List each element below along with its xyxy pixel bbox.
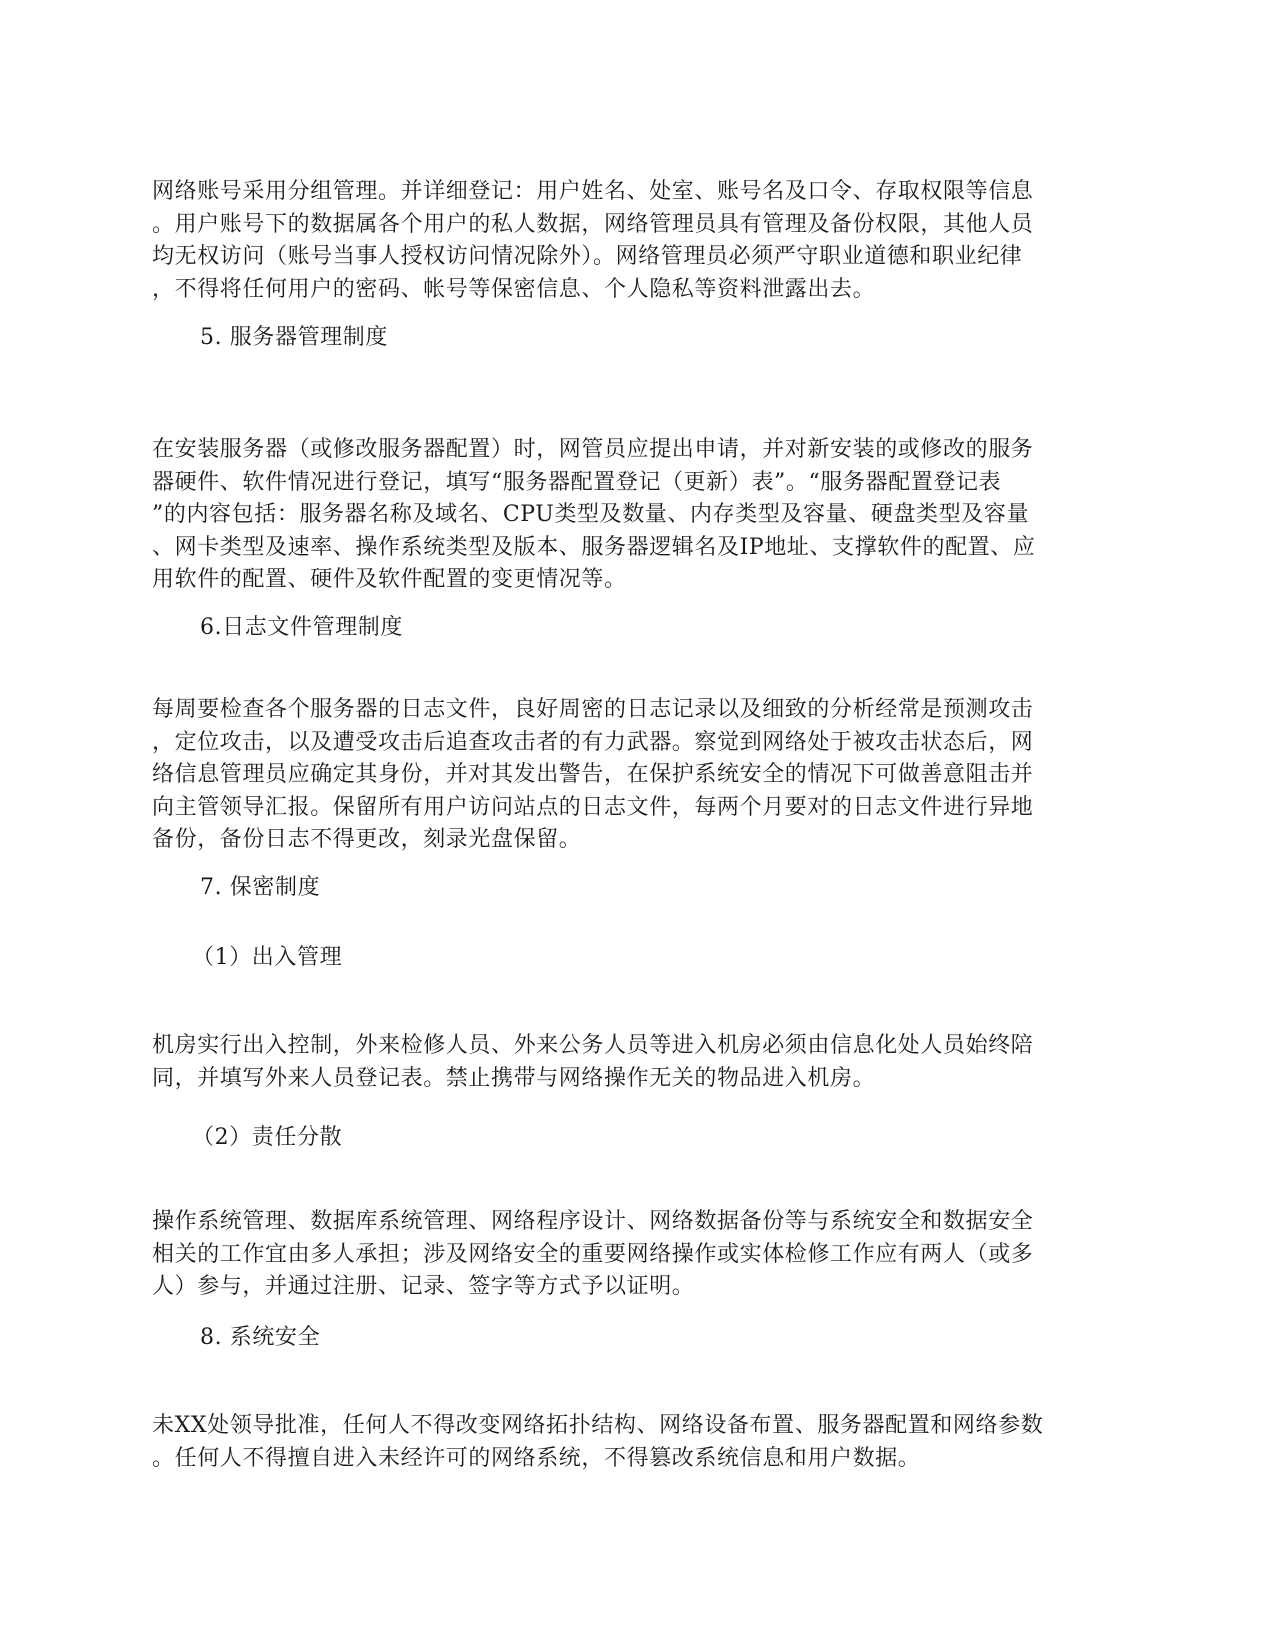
text-line: 相关的工作宜由多人承担；涉及网络安全的重要网络操作或实体检修工作应有两人（或多	[152, 1241, 1034, 1267]
paragraph-log-management	[152, 694, 1132, 857]
heading-system-security: 8. 系统安全	[200, 1325, 321, 1350]
text-line: 每周要检查各个服务器的日志文件，良好周密的日志记录以及细致的分析经常是预测攻击	[152, 697, 1034, 722]
paragraph-account-management	[152, 176, 1132, 306]
heading-log-management: 6.日志文件管理制度	[200, 615, 403, 640]
text-line: 机房实行出入控制，外来检修人员、外来公务人员等进入机房必须由信息化处人员始终陪	[152, 1033, 1034, 1058]
text-line: ，定位攻击，以及遭受攻击后追查攻击者的有力武器。察觉到网络处于被攻击状态后，网	[152, 729, 1034, 755]
text-line: 向主管领导汇报。保留所有用户访问站点的日志文件，每两个月要对的日志文件进行异地	[152, 794, 1034, 820]
subheading-access-control: （1）出入管理	[192, 945, 343, 970]
text-line: 、网卡类型及速率、操作系统类型及版本、服务器逻辑名及IP地址、支撑软件的配置、应	[152, 534, 1036, 560]
text-line: 。任何人不得擅自进入未经许可的网络系统，不得篡改系统信息和用户数据。	[152, 1445, 921, 1471]
text-line: 备份，备份日志不得更改，刻录光盘保留。	[152, 827, 582, 852]
text-line: 网络账号采用分组管理。并详细登记：用户姓名、处室、账号名及口令、存取权限等信息	[152, 179, 1034, 204]
text-line: 操作系统管理、数据库系统管理、网络程序设计、网络数据备份等与系统安全和数据安全	[152, 1209, 1034, 1234]
text-line: 器硬件、软件情况进行登记，填写“服务器配置登记（更新）表”。“服务器配置登记表	[152, 469, 1002, 495]
text-line: 在安装服务器（或修改服务器配置）时，网管员应提出申请，并对新安装的或修改的服务	[152, 437, 1034, 462]
subheading-responsibility-separation: （2）责任分散	[192, 1125, 343, 1150]
text-line: 络信息管理员应确定其身份，并对其发出警告，在保护系统安全的情况下可做善意阻击并	[152, 762, 1034, 787]
text-line: 用软件的配置、硬件及软件配置的变更情况等。	[152, 567, 627, 592]
heading-server-management: 5. 服务器管理制度	[200, 325, 388, 350]
text-line: 。用户账号下的数据属各个用户的私人数据，网络管理员具有管理及备份权限，其他人员	[152, 211, 1034, 237]
text-line: 同，并填写外来人员登记表。禁止携带与网络操作无关的物品进入机房。	[152, 1065, 876, 1091]
text-line: ，不得将任何用户的密码、帐号等保密信息、个人隐私等资料泄露出去。	[152, 276, 876, 302]
paragraph-responsibility-separation	[152, 1206, 1132, 1304]
text-line: 均无权访问（账号当事人授权访问情况除外）。网络管理员必须严守职业道德和职业纪律	[152, 244, 1023, 269]
heading-confidentiality: 7. 保密制度	[200, 875, 321, 900]
text-line: 人）参与，并通过注册、记录、签字等方式予以证明。	[152, 1274, 695, 1299]
paragraph-system-security	[152, 1410, 1132, 1475]
paragraph-server-management	[152, 434, 1132, 597]
text-line: ”的内容包括：服务器名称及域名、CPU类型及数量、内存类型及容量、硬盘类型及容量	[152, 502, 1030, 527]
text-line: 未XX处领导批准，任何人不得改变网络拓扑结构、网络设备布置、服务器配置和网络参数	[152, 1413, 1044, 1438]
paragraph-access-control	[152, 1030, 1132, 1095]
